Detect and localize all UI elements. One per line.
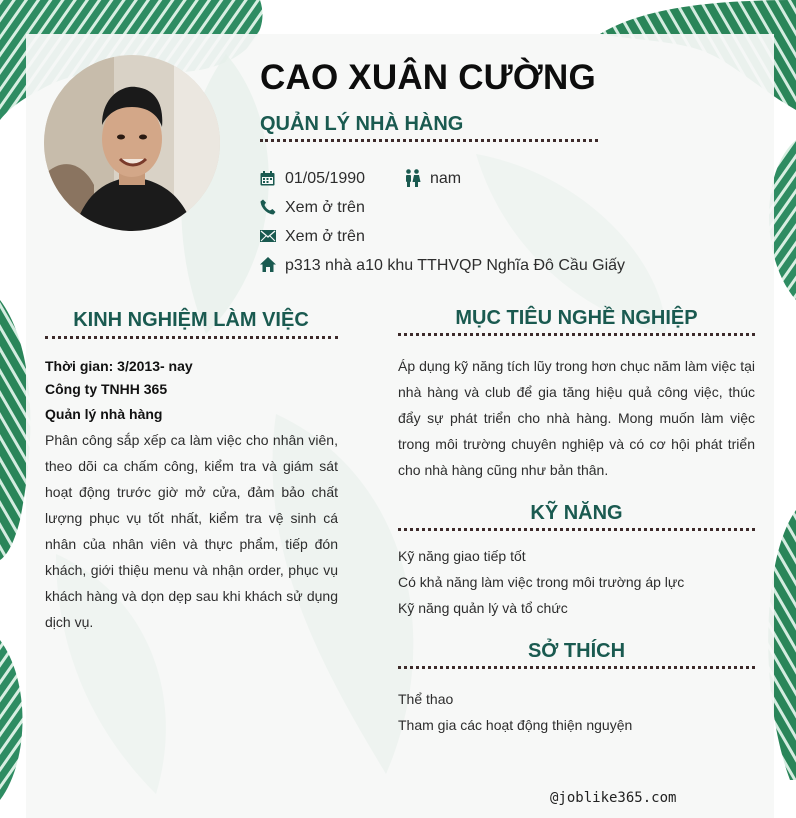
experience-description: Phân công sắp xếp ca làm việc cho nhân viên, theo dõi ca chấm công, kiểm tra và giám sát hoạt động trước giờ mở cửa, đảm bảo chất lượng phục vụ tốt nhất, kiểm tra vệ sinh cá nhân của nhân viên và thực phẩm, tiếp đón khách, giới thiệu menu và nhận order, phục vụ khách hàng và dọn dẹp sau khi khách sử dụng dịch vụ. (45, 432, 338, 630)
objective-title: MỤC TIÊU NGHỀ NGHIỆP (455, 307, 698, 329)
skill-item: Có khả năng làm việc trong môi trường áp lực (398, 574, 685, 590)
birthdate-text: 01/05/1990 (285, 170, 366, 187)
skill-item: Kỹ năng quản lý và tổ chức (398, 600, 568, 616)
hobby-item: Tham gia các hoạt động thiện nguyện (398, 717, 633, 733)
experience-title: KINH NGHIỆM LÀM VIỆC (73, 309, 309, 331)
experience-company: Công ty TNHH 365 (45, 381, 168, 397)
hobbies-title: SỞ THÍCH (527, 640, 626, 662)
experience-position: Quản lý nhà hàng (45, 406, 163, 422)
experience-period: Thời gian: 3/2013- nay (45, 358, 193, 374)
footer-watermark: @joblike365.com (550, 790, 677, 806)
title-divider (260, 139, 598, 142)
email-text: Xem ở trên (285, 228, 365, 245)
avatar (44, 55, 220, 231)
experience-divider (45, 336, 338, 339)
objective-text: Áp dụng kỹ năng tích lũy trong hơn chục năm làm việc tại nhà hàng và club để gia tăng hiệu quả công việc, thúc đẩy sự phát triển cho nhà hàng. Mong muốn làm việc trong môi trường chuyên nghiệp và có cơ hội phát triển cho nhà hàng cũng như bản thân. (398, 358, 755, 478)
address-text: p313 nhà a10 khu TTHVQP Nghĩa Đô Cầu Giấy (285, 257, 626, 274)
phone-text: Xem ở trên (285, 199, 365, 216)
skills-title: KỸ NĂNG (530, 502, 623, 524)
skill-item: Kỹ năng giao tiếp tốt (398, 548, 526, 564)
skills-divider (398, 528, 755, 531)
phone-icon (260, 199, 276, 215)
hobby-item: Thể thao (398, 691, 454, 707)
calendar-icon (260, 171, 275, 186)
gender-text: nam (430, 170, 462, 187)
job-title: QUẢN LÝ NHÀ HÀNG (260, 113, 464, 135)
objective-divider (398, 333, 755, 336)
candidate-name: CAO XUÂN CƯỜNG (260, 58, 596, 97)
hobbies-divider (398, 666, 755, 669)
home-icon (260, 257, 276, 272)
people-icon (404, 169, 421, 187)
envelope-icon (260, 230, 276, 242)
